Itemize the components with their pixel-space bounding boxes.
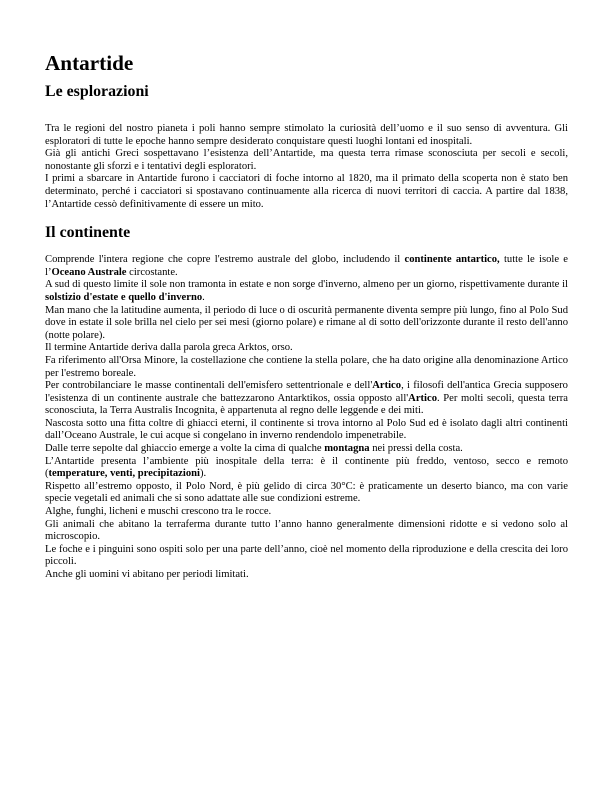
text-run: nei pressi della costa. [369,443,463,455]
text-run: Il termine Antartide deriva dalla parola greca Arktos, orso. [45,342,293,354]
text-run: L’Antartide presenta l’ambiente più inospitale della terra: è il continente più freddo, ventoso, secco e remoto ( [45,455,568,480]
document-page [45,51,569,582]
paragraph [45,481,568,506]
text-run: circostante. [126,266,178,278]
text-run: I primi a sbarcare in Antartide furono i cacciatori di foche intorno al 1820, ma il primato della scoperta non è stato ben determinato, perché i cacciatori si spostavano continuamente alla ricerca di nuovi territori di caccia. A partire dal 1838, l’Antartide cessò definitivamente di essere un mito. [45,173,568,210]
text-run: Fa riferimento all'Orsa Minore, la costellazione che contiene la stella polare, che ha dato origine alla denominazione Artico per l'estremo boreale. [45,354,568,379]
text-run: Gli animali che abitano la terraferma durante tutto l’anno hanno generalmente dimensioni ridotte e si vedono solo al microscopio. [45,518,568,543]
paragraph [45,443,568,456]
paragraph [45,305,568,343]
text-run: Già gli antichi Greci sospettavano l’esistenza dell’Antartide, ma questa terra rimase sconosciuta per secoli e secoli, nonostante gli sforzi e i tentativi degli esploratori. [45,148,568,172]
paragraph [45,380,568,418]
paragraph [45,456,568,481]
paragraph [45,279,568,304]
bold-text: temperature, venti, precipitazioni [48,468,200,480]
text-run: ). [199,468,207,480]
paragraph [45,418,568,443]
bold-text: continente antartico, [404,254,500,266]
text-run: Rispetto all’estremo opposto, il Polo Nord, è più gelido di circa 30°C: è praticamente un deserto bianco, ma con varie specie vegetali ed animali che si sono adattate alle sue condizioni estreme. [45,480,568,505]
paragraph [45,342,568,355]
bold-text: montagna [324,443,370,455]
bold-text: Artico [372,380,402,392]
text-run: Nascosta sotto una fitta coltre di ghiacci eterni, il continente si trova intorno al Polo Sud ed è isolato dagli altri continenti dall’Oceano Australe, le cui acque si congelano in inverno rendendolo impenetrabile. [45,417,568,442]
paragraph [45,355,568,380]
text-run: Man mano che la latitudine aumenta, il periodo di luce o di oscurità permanente diventa sempre più lungo, fino al Polo Sud dove in estate il sole brilla nel cielo per sei mesi (giorno polare) e rimane al di sotto dell'orizzonte durante il resto dell'anno (notte polare). [45,304,568,341]
paragraph [45,506,568,519]
paragraph [45,569,568,582]
text-run: . Per molti secoli, questa terra sconosciuta, la Terra Australis Incognita, è appartenuta al regno delle leggende e dei miti. [45,392,568,417]
bold-text: Artico [408,392,437,404]
bold-text: Oceano Australe [51,266,127,278]
text-run: Dalle terre sepolte dal ghiaccio emerge a volte la cima di qualche [45,443,325,455]
text-run: . [202,291,205,303]
text-run: Tra le regioni del nostro pianeta i poli hanno sempre stimolato la curiosità dell’uomo e il suo senso di avventura. Gli esploratori di tutte le epoche hanno sempre desiderato conquistare questi luoghi lontani ed inospitali. [45,123,568,147]
paragraph [45,173,568,211]
text-run: tutte le isole e l’ [45,254,569,278]
text-run: Comprende l'intera regione che copre l'estremo australe del globo, includendo il [45,254,405,266]
text-run: , i filosofi dell'antica Grecia supposero l'esistenza di un continente australe che battezzarono Antarktikos, ossia opposto all' [45,380,568,404]
paragraph [45,519,568,544]
text-run: A sud di questo limite il sole non tramonta in estate e non sorge d'inverno, almeno per un giorno, rispettivamente durante il [45,279,568,291]
document-title: Antartide [45,51,134,75]
paragraph [45,148,568,173]
section-heading-esplorazioni: Le esplorazioni [45,83,149,100]
section-body-esplorazioni [45,123,568,211]
text-run: Le foche e i pinguini sono ospiti solo per una parte dell’anno, cioè nel momento della riproduzione e della crescita dei loro piccoli. [45,543,568,568]
section-body-continente [45,254,568,581]
paragraph [45,544,568,569]
paragraph [45,254,568,279]
section-heading-continente: Il continente [45,224,131,242]
bold-text: solstizio d'estate e quello d'inverno [45,291,203,303]
text-run: Anche gli uomini vi abitano per periodi limitati. [45,569,249,580]
paragraph [45,123,568,148]
text-run: Alghe, funghi, licheni e muschi crescono tra le rocce. [45,506,272,518]
text-run: Per controbilanciare le masse continentali dell'emisfero settentrionale e dell' [45,380,373,392]
